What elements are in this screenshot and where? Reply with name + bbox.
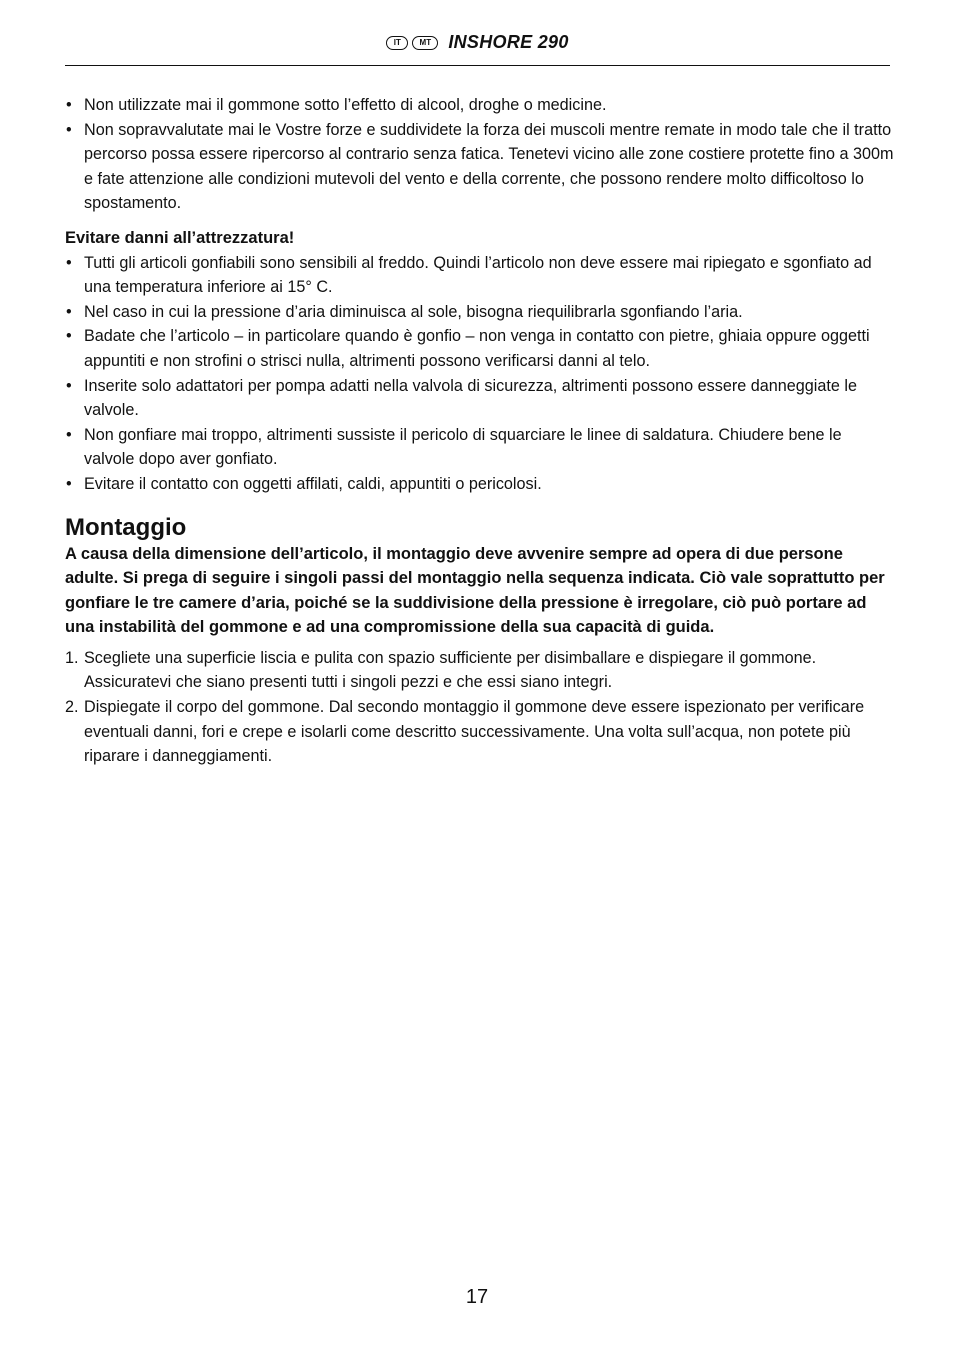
product-model-title: INSHORE 290 xyxy=(448,32,569,52)
page-content xyxy=(65,93,895,769)
safety-bullet-item: • Non utilizzate mai il gommone sotto l’effetto di alcool, droghe o medicine. xyxy=(65,93,895,118)
step-number: 1. xyxy=(65,648,79,667)
damage-bullet-item: • Tutti gli articoli gonfiabili sono sensibili al freddo. Quindi l’articolo non deve essere mai ripiegato e sgonfiato ad una temperatura inferiore ai 15° C. xyxy=(65,251,895,300)
damage-bullet-item: • Evitare il contatto con oggetti affilati, caldi, appuntiti o pericolosi. xyxy=(65,472,895,497)
assembly-step xyxy=(65,695,895,769)
safety-bullet-item: • Non sopravvalutate mai le Vostre forze e suddividete la forza dei muscoli mentre remate in modo tale che il tratto percorso possa essere ripercorso al contrario senza fatica. Tenetevi vicino alle zone costiere protette fino a 300m e fate attenzione alle condizioni mutevoli del vento e della corrente, che possono rendere molto difficoltoso lo spostamento. xyxy=(65,118,895,216)
damage-bullet-item: • Nel caso in cui la pressione d’aria diminuisca al sole, bisogna riequilibrarla sgonfiando l’aria. xyxy=(65,300,895,325)
assembly-intro-paragraph: A causa della dimensione dell’articolo, il montaggio deve avvenire sempre ad opera di due persone adulte. Si prega di seguire i singoli passi del montaggio nella sequenza indicata. Ciò vale soprattutto per gonfiare le tre camere d’aria, poiché se la suddivisione della pressione è irregolare, ciò può portare ad una instabilità del gommone e ad una compromissione della sua capacità di guida. xyxy=(65,544,885,637)
assembly-step xyxy=(65,646,895,695)
page-number: 17 xyxy=(465,1286,489,1308)
damage-bullet-item: • Inserite solo adattatori per pompa adatti nella valvola di sicurezza, altrimenti possono essere danneggiate le valvole. xyxy=(65,374,895,423)
damage-bullet-item: • Badate che l’articolo – in particolare quando è gonfio – non venga in contatto con pietre, ghiaia oppure oggetti appuntiti e non strofini o strisci nulla, altrimenti possono verificarsi danni al telo. xyxy=(65,324,895,373)
step-number: 2. xyxy=(65,698,79,717)
language-badge-it: IT xyxy=(386,36,408,50)
safety-bullet-list xyxy=(65,93,895,216)
assembly-section-title: Montaggio xyxy=(65,513,187,541)
step-text: Scegliete una superficie liscia e pulita con spazio sufficiente per disimballare e dispiegare il gommone. Assicuratevi che siano presenti tutti i singoli pezzi e che essi siano integri. xyxy=(84,648,817,692)
damage-section-heading: Evitare danni all’attrezzatura! xyxy=(65,228,295,247)
damage-bullet-item: • Non gonfiare mai troppo, altrimenti sussiste il pericolo di squarciare le linee di saldatura. Chiudere bene le valvole dopo aver gonfiato. xyxy=(65,423,895,472)
step-text: Dispiegate il corpo del gommone. Dal secondo montaggio il gommone deve essere ispezionato per verificare eventuali danni, fori e crepe e isolarli come descritto successivamente. Una volta sull’acqua, non potete più riparare i danneggiamenti. xyxy=(84,698,865,766)
page-header xyxy=(65,30,890,66)
header-title-group xyxy=(65,32,890,53)
language-badge-mt: MT xyxy=(412,36,438,50)
assembly-steps-list xyxy=(65,646,895,769)
damage-bullet-list xyxy=(65,251,895,497)
